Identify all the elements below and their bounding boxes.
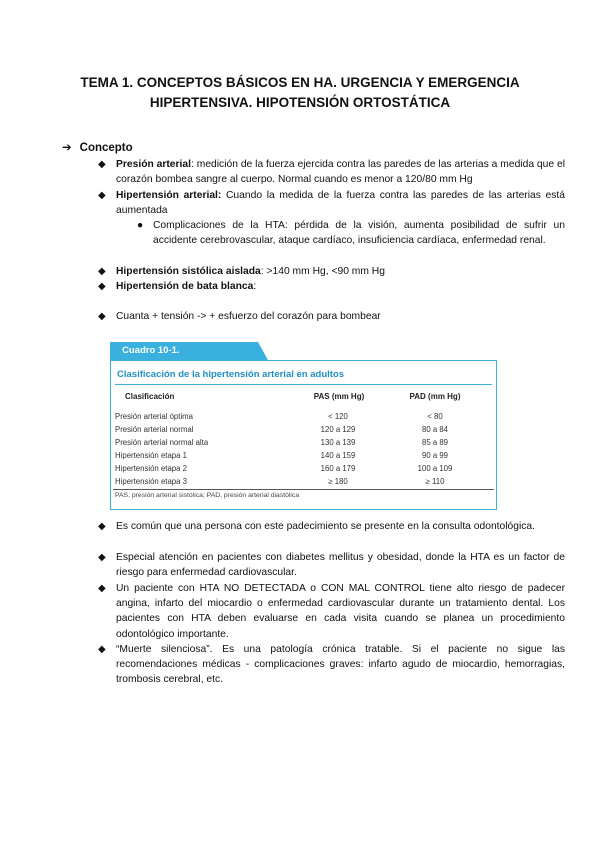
diamond-bullet-icon: ◆ [98,159,106,170]
table-cell: 140 a 159 [320,451,356,460]
table-tab: Cuadro 10-1. [110,342,258,360]
diamond-bullet-icon: ◆ [98,521,106,532]
table-row [111,425,496,438]
table-cell: Presión arterial óptima [115,412,194,421]
complications-text: Complicaciones de la HTA: pérdida de la visión, aumenta posibilidad de sufrir un accidente cerebrovascular, ataque cardíaco, insuficiencia cardíaca, enfermedad renal. [153,220,565,247]
term: Hipertensión de bata blanca [116,281,254,292]
table-row [111,464,496,477]
definition-text: Cuando la medida de la fuerza contra las paredes de las arterias está aumentada [116,190,565,217]
table-cell: 130 a 139 [320,438,356,447]
note-text: Un paciente con HTA NO DETECTADA o CON MAL CONTROL tiene alto riesgo de padecer angina, infarto del miocardio o enfermedad cardiovascular durante un tratamiento dental. Los pacientes con HTA deben evaluarse en cada visita cuando se planea un procedimiento odontológico importante. [116,583,565,640]
table-row [111,451,496,464]
table-cell: 160 a 179 [320,464,356,473]
table-header: Clasificación [125,392,175,401]
table-header: PAD (mm Hg) [409,392,461,401]
round-bullet-icon: ● [137,220,144,231]
table-cell: Presión arterial normal alta [115,438,209,447]
divider [115,384,492,385]
table-cell: ≥ 180 [328,477,348,486]
document-title: TEMA 1. CONCEPTOS BÁSICOS EN HA. URGENCIA Y EMERGENCIA HIPERTENSIVA. HIPOTENSIÓN ORTOSTÁTICA [80,75,520,110]
diamond-bullet-icon: ◆ [98,552,106,563]
definition-text: : medición de la fuerza ejercida contra las paredes de las arterias a medida que el corazón bombea sangre al cuerpo. Normal cuando es menor a 120/80 mm Hg [116,159,565,186]
arrow-icon: ➔ [62,142,72,154]
definition-text: : [253,281,257,292]
diamond-bullet-icon: ◆ [98,311,106,322]
section-heading [62,140,133,154]
diamond-bullet-icon: ◆ [98,583,106,594]
table-box [110,360,497,510]
note-text: Es común que una persona con este padecimiento se presente en la consulta odontológica. [116,521,536,532]
table-cell: Hipertensión etapa 2 [115,464,187,473]
term: Hipertensión sistólica aislada [116,266,261,277]
table-cell: ≥ 110 [425,477,445,486]
table-cell: Presión arterial normal [115,425,194,434]
tension-text: Cuanta + tensión -> + esfuerzo del corazón para bombear [116,311,381,322]
table-cell: 80 a 84 [421,425,448,434]
table-cell: < 120 [328,412,348,421]
diamond-bullet-icon: ◆ [98,281,106,292]
table-cell: 100 a 109 [417,464,453,473]
term: Presión arterial [116,159,191,170]
table-cell: 120 a 129 [320,425,356,434]
table-footnote: PAS, presión arterial sistólica; PAD, presión arterial diastólica [115,492,300,499]
table-cell: Hipertensión etapa 1 [115,451,187,460]
diamond-bullet-icon: ◆ [98,190,106,201]
table-cell: 85 a 89 [421,438,448,447]
term: Hipertensión arterial: [116,190,222,201]
note-text: “Muerte silenciosa”. Es una patología crónica tratable. Si el paciente no sigue las recomendaciones médicas - complicaciones graves: infarto agudo de miocardio, hemorragias, trombosis cerebral, etc. [116,644,565,686]
table-caption: Clasificación de la hipertensión arterial en adultos [117,369,345,380]
table-header: PAS (mm Hg) [313,392,365,401]
diamond-bullet-icon: ◆ [98,644,106,655]
definition-text: : >140 mm Hg, <90 mm Hg [260,266,385,277]
note-text: Especial atención en pacientes con diabetes mellitus y obesidad, donde la HTA es un factor de riesgo para enfermedad cardiovascular. [116,552,565,579]
table-row [111,412,496,425]
section-label: Concepto [79,142,133,154]
divider [113,489,494,490]
diamond-bullet-icon: ◆ [98,266,106,277]
classification-table [110,342,497,510]
table-cell: < 80 [427,412,443,421]
table-cell: Hipertensión etapa 3 [115,477,187,486]
table-row [111,438,496,451]
table-cell: 90 a 99 [421,451,448,460]
